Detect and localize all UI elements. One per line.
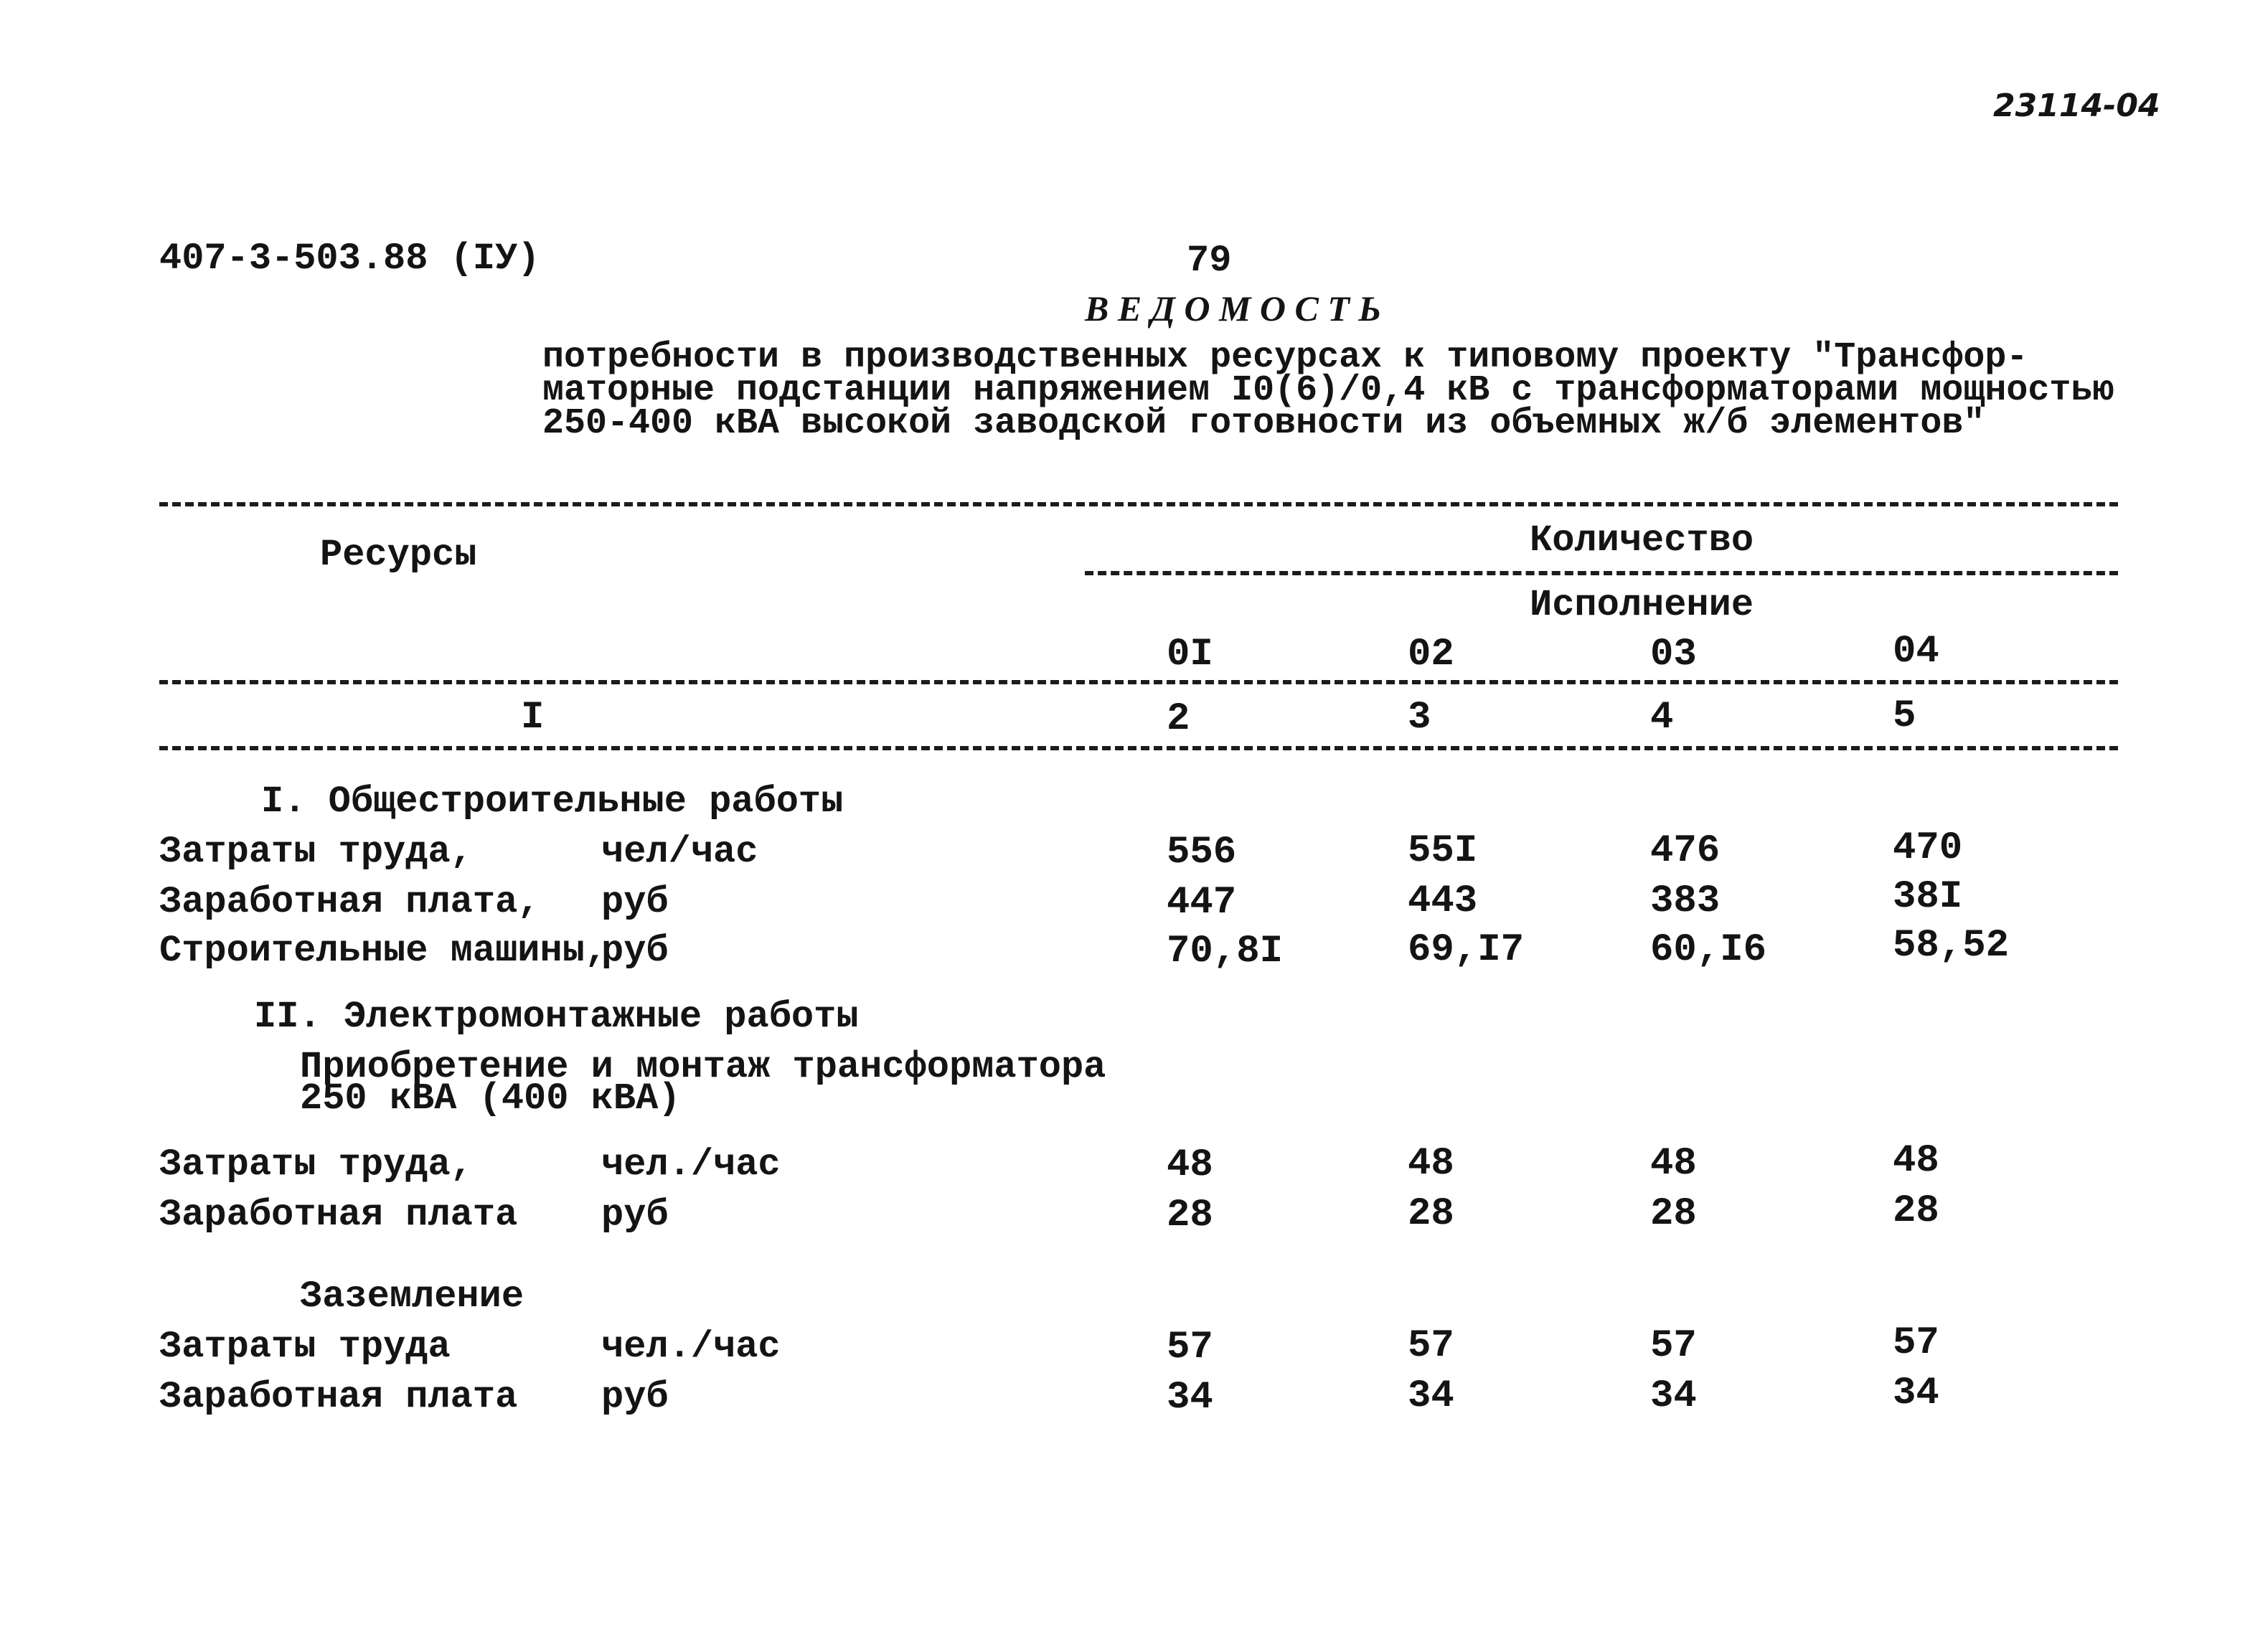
row-name: Затраты труда,	[159, 1143, 473, 1186]
row-unit: руб	[601, 881, 669, 923]
quantity-rule	[1085, 571, 2118, 575]
row-value-01: 57	[1167, 1326, 1213, 1369]
row-value-04: 34	[1893, 1372, 1939, 1415]
row-value-02: 55I	[1408, 829, 1478, 873]
section-title: I. Общестроительные работы	[261, 780, 844, 823]
row-value-04: 58,52	[1893, 924, 2010, 968]
row-name: Затраты труда,	[159, 831, 473, 873]
header-execution: Исполнение	[1530, 584, 1754, 626]
row-name: Строительные машины,	[159, 930, 608, 972]
row-value-04: 28	[1893, 1189, 1939, 1233]
row-value-02: 57	[1408, 1324, 1454, 1368]
row-value-03: 34	[1650, 1374, 1697, 1418]
row-value-03: 48	[1650, 1142, 1697, 1186]
row-value-02: 48	[1408, 1142, 1454, 1186]
row-value-01: 70,8I	[1167, 930, 1284, 973]
header-quantity: Количество	[1530, 519, 1754, 562]
row-value-04: 38I	[1893, 875, 1963, 919]
col-number-1: I	[521, 696, 545, 740]
row-name: Затраты труда	[159, 1326, 451, 1368]
row-unit: чел./час	[601, 1143, 781, 1186]
header-variant-04: 04	[1893, 630, 1939, 674]
document-code: 407-3-503.88 (IУ)	[159, 237, 540, 280]
row-value-01: 447	[1167, 881, 1237, 925]
row-name: Заработная плата	[159, 1194, 518, 1236]
row-value-01: 28	[1167, 1194, 1213, 1237]
row-unit: руб	[601, 1194, 669, 1236]
row-value-04: 48	[1893, 1139, 1939, 1183]
col-number-5: 5	[1893, 694, 1916, 738]
header-resource: Ресурсы	[320, 534, 477, 576]
header-variant-03: 03	[1650, 633, 1697, 676]
row-value-02: 69,I7	[1408, 928, 1525, 972]
handwritten-reference: 23114-04	[1993, 88, 2160, 124]
section-subtitle-line-1: Приобретение и монтаж трансформатора	[300, 1046, 1106, 1088]
row-name: Заработная плата	[159, 1376, 518, 1418]
row-value-01: 34	[1167, 1376, 1213, 1420]
col-number-3: 3	[1408, 696, 1431, 740]
row-value-04: 470	[1893, 826, 1963, 870]
section-title: II. Электромонтажные работы	[254, 996, 859, 1038]
col-number-4: 4	[1650, 696, 1674, 740]
row-unit: чел/час	[601, 831, 758, 873]
subtitle-line-2: маторные подстанции напряжением I0(6)/0,4 кВ с трансформаторами мощностью	[542, 370, 2114, 411]
row-value-04: 57	[1893, 1321, 1939, 1365]
subtitle-line-1: потребности в производственных ресурсах к типовому проекту "Трансфор-	[542, 337, 2028, 378]
row-name: Заработная плата,	[159, 881, 540, 923]
header-rule	[159, 680, 2118, 684]
row-value-03: 57	[1650, 1324, 1697, 1368]
row-value-02: 443	[1408, 879, 1478, 923]
table-top-rule	[159, 502, 2118, 506]
subtitle-line-3: 250-400 кВА высокой заводской готовности из объемных ж/б элементов"	[542, 403, 1985, 444]
row-value-03: 476	[1650, 829, 1721, 873]
document-title: В Е Д О М О С Т Ь	[1085, 288, 1382, 329]
row-unit: руб	[601, 1376, 669, 1418]
row-value-03: 60,I6	[1650, 928, 1767, 972]
column-numbers-rule	[159, 746, 2118, 750]
col-number-2: 2	[1167, 697, 1190, 741]
row-value-03: 28	[1650, 1192, 1697, 1236]
section-title: Заземление	[300, 1275, 524, 1318]
header-variant-01: 0I	[1167, 633, 1213, 676]
row-value-02: 28	[1408, 1192, 1454, 1236]
row-value-02: 34	[1408, 1374, 1454, 1418]
row-unit: руб	[601, 930, 669, 972]
row-value-01: 556	[1167, 831, 1237, 874]
header-variant-02: 02	[1408, 633, 1454, 676]
page-number: 79	[1187, 240, 1232, 282]
row-value-03: 383	[1650, 879, 1721, 923]
row-value-01: 48	[1167, 1143, 1213, 1187]
row-unit: чел./час	[601, 1326, 781, 1368]
section-subtitle-line-2: 250 кВА (400 кВА)	[300, 1077, 681, 1120]
